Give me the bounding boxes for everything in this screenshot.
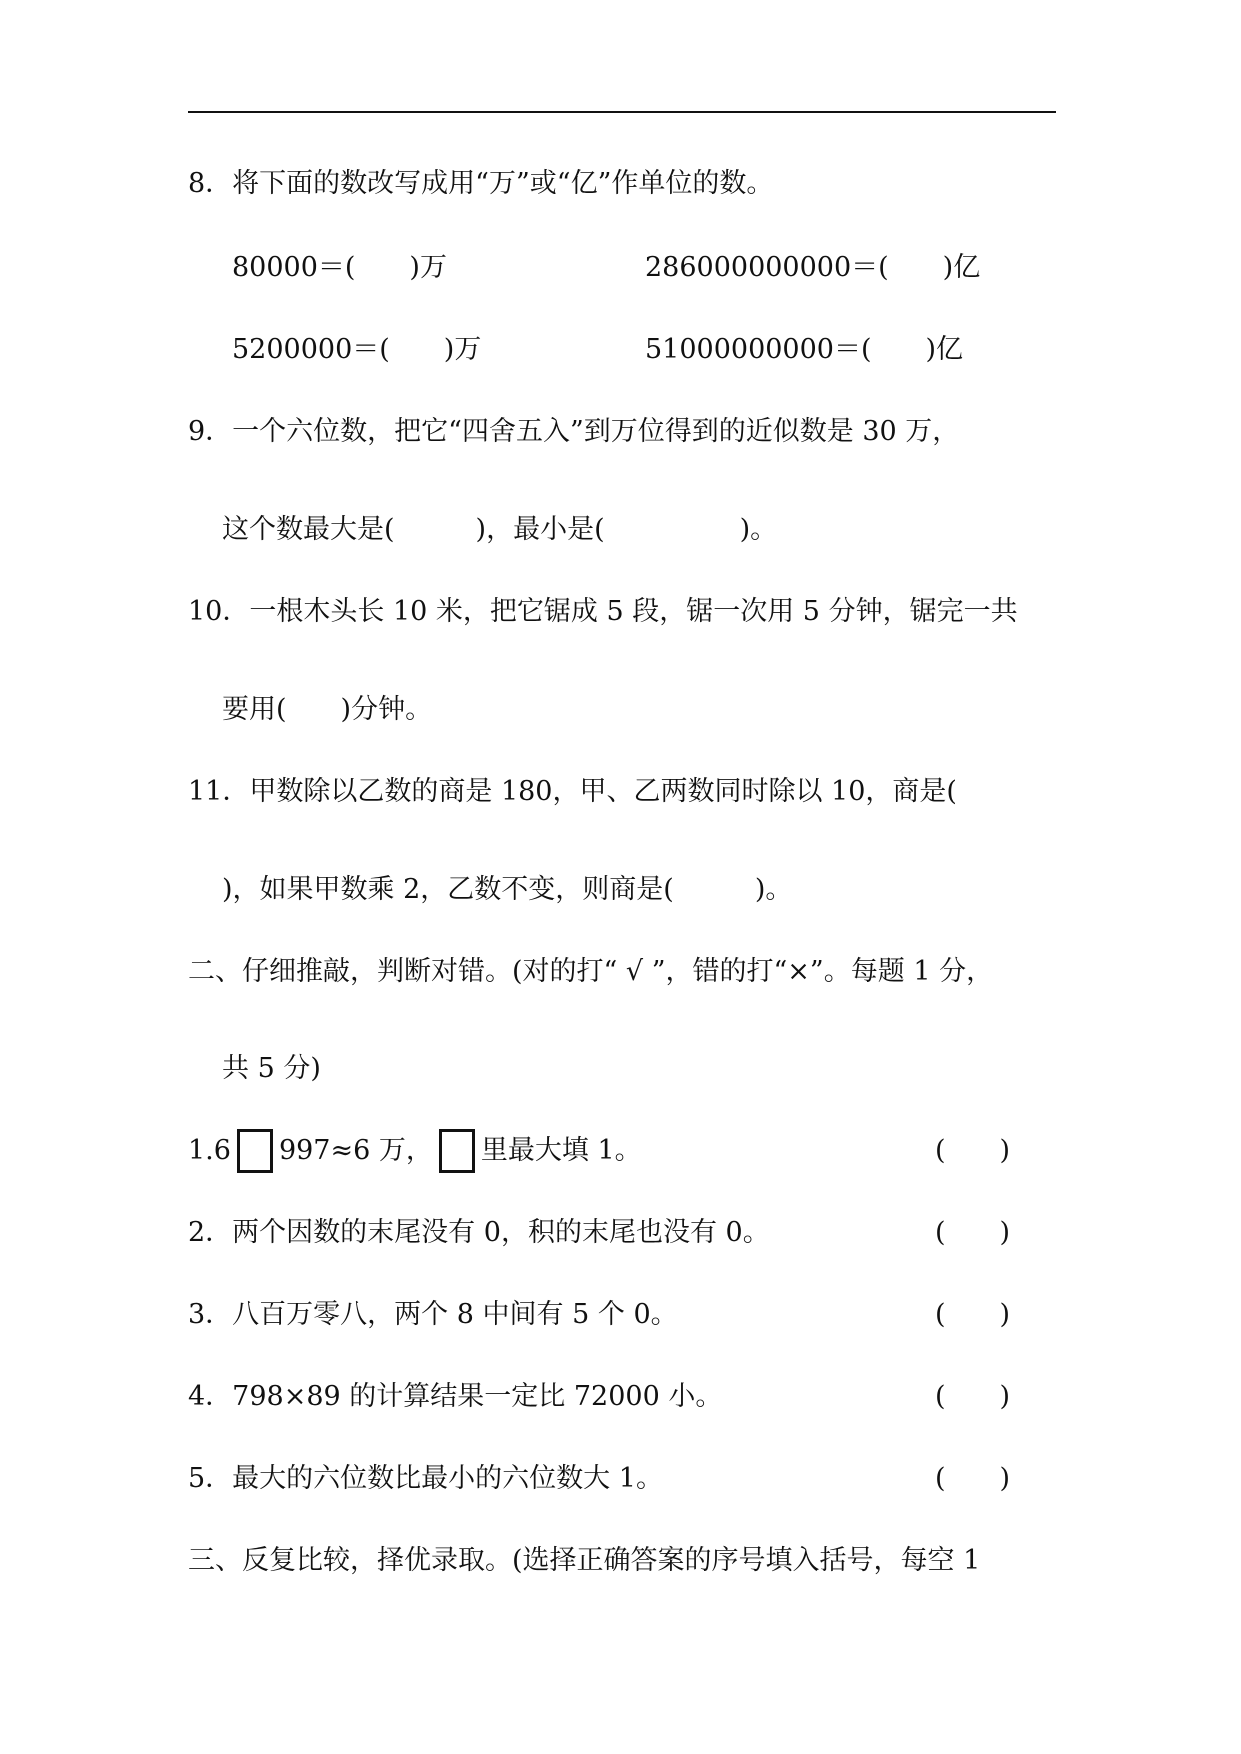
q8-item-c: 5200000＝( )万	[232, 334, 482, 365]
q8-item-d: 51000000000＝( )亿	[645, 334, 964, 365]
answer-paren-5: ( )	[935, 1463, 1011, 1494]
answer-paren-4: ( )	[935, 1381, 1011, 1412]
blank-box	[237, 1129, 273, 1173]
q9-line2: 这个数最大是( )，最小是( )。	[222, 514, 778, 545]
judge-item-2: 2．两个因数的末尾没有 0，积的末尾也没有 0。	[188, 1217, 770, 1248]
judge-item-5: 5．最大的六位数比最小的六位数大 1。	[188, 1463, 663, 1494]
judge-item-4: 4．798×89 的计算结果一定比 72000 小。	[188, 1381, 723, 1412]
judge-item-1-pre: 1.6	[188, 1135, 231, 1166]
section2-heading-cont: 共 5 分)	[222, 1053, 321, 1084]
q8-title: 8．将下面的数改写成用“万”或“亿”作单位的数。	[188, 168, 774, 199]
q11-line1: 11．甲数除以乙数的商是 180，甲、乙两数同时除以 10，商是(	[188, 776, 957, 807]
judge-item-1-post: 里最大填 1。	[480, 1135, 642, 1166]
q10-line1: 10．一根木头长 10 米，把它锯成 5 段，锯一次用 5 分钟，锯完一共	[188, 596, 1018, 627]
blank-box	[439, 1129, 475, 1173]
q8-item-b: 286000000000＝( )亿	[645, 252, 981, 283]
judge-item-1-mid: 997≈6 万，	[278, 1135, 433, 1166]
q9-line1: 9．一个六位数，把它“四舍五入”到万位得到的近似数是 30 万，	[188, 416, 960, 447]
section2-heading: 二、仔细推敲，判断对错。(对的打“ √ ”，错的打“×”。每题 1 分，	[188, 956, 994, 987]
q8-item-a: 80000＝( )万	[232, 252, 447, 283]
answer-paren-1: ( )	[935, 1135, 1011, 1166]
judge-item-1	[188, 1137, 642, 1164]
answer-paren-3: ( )	[935, 1299, 1011, 1330]
section3-heading: 三、反复比较，择优录取。(选择正确答案的序号填入括号，每空 1	[188, 1545, 981, 1576]
answer-paren-2: ( )	[935, 1217, 1011, 1248]
judge-item-3: 3．八百万零八，两个 8 中间有 5 个 0。	[188, 1299, 678, 1330]
q10-line2: 要用( )分钟。	[222, 694, 433, 725]
q11-line2: )，如果甲数乘 2，乙数不变，则商是( )。	[222, 874, 793, 905]
header-rule	[188, 111, 1056, 113]
